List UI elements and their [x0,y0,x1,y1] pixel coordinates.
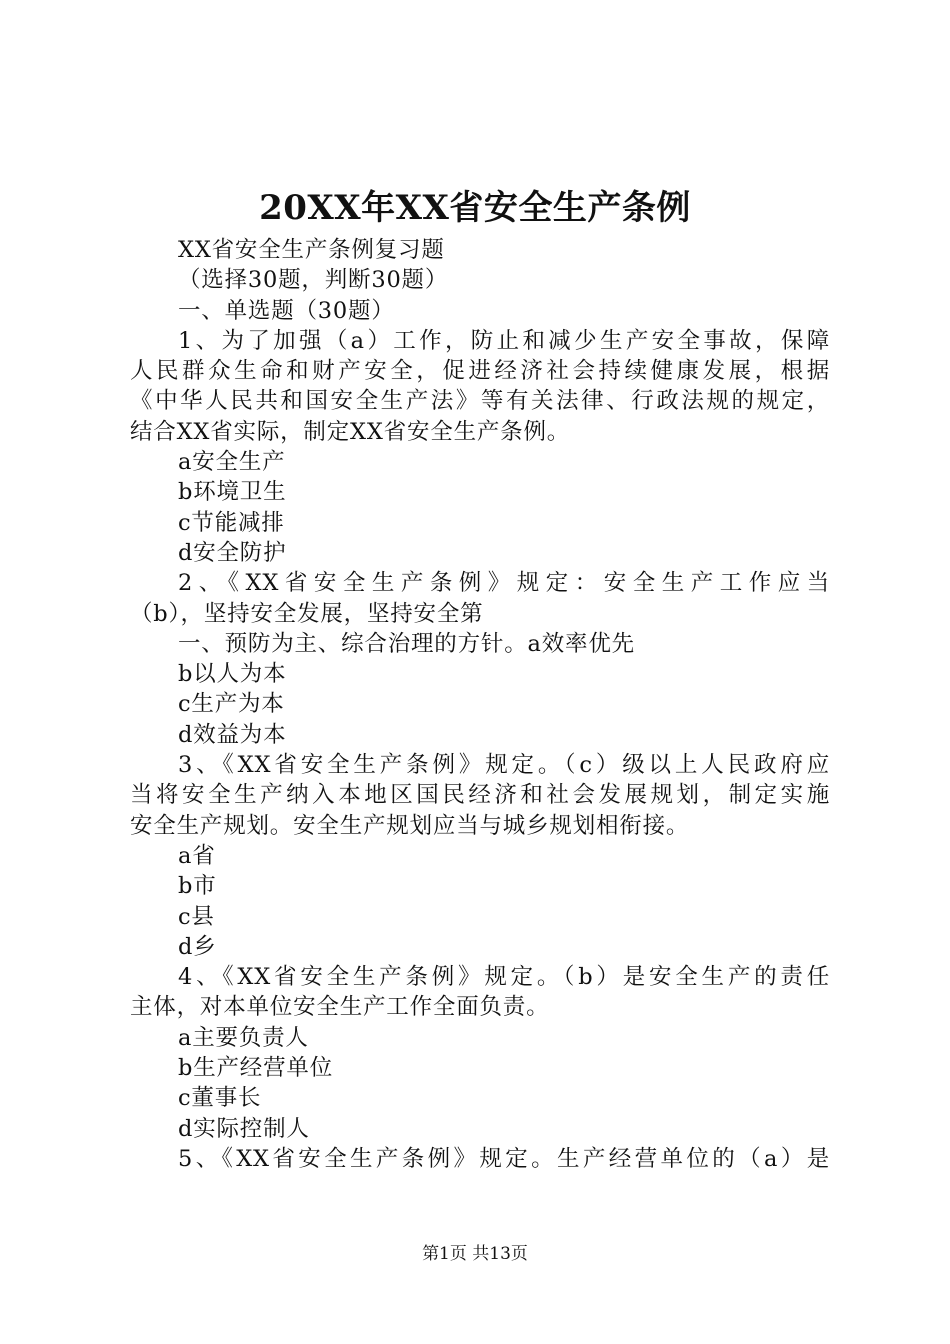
option-line: b以人为本 [178,661,287,688]
option-line: c董事长 [178,1085,262,1112]
option-line: d效益为本 [178,721,287,748]
document-body [130,235,830,1174]
option-line: a主要负责人 [178,1024,309,1051]
page-footer: 第1页 共13页 [422,1244,528,1264]
paragraph-line: 3、《XX省安全生产条例》规定。（c）级以上人民政府应 [178,752,830,779]
paragraph-line: 2、《XX省安全生产条例》规定：安全生产工作应当 [178,570,830,597]
option-line: d实际控制人 [178,1115,310,1142]
paragraph-line: （选择30题，判断30题） [178,267,449,294]
option-line: d乡 [178,933,217,960]
paragraph-line: 5、《XX省安全生产条例》规定。生产经营单位的（a）是 [178,1145,830,1172]
paragraph-line: 1、为了加强（a）工作，防止和减少生产安全事故，保障 [178,327,830,354]
option-line: b生产经营单位 [178,1055,334,1082]
paragraph-line: 结合XX省实际，制定XX省安全生产条例。 [130,418,571,445]
document-title: 20XX年XX省安全生产条例 [259,188,691,228]
option-line: c节能减排 [178,509,285,536]
option-line: c县 [178,903,215,930]
option-line: b市 [178,873,217,900]
paragraph-line: 安全生产规划。安全生产规划应当与城乡规划相衔接。 [130,812,690,839]
paragraph-line: 4、《XX省安全生产条例》规定。（b）是安全生产的责任 [178,964,830,991]
option-line: d安全防护 [178,539,287,566]
option-line: b环境卫生 [178,479,287,506]
paragraph-line: 当将安全生产纳入本地区国民经济和社会发展规划，制定实施 [130,782,830,809]
paragraph-line: 人民群众生命和财产安全，促进经济社会持续健康发展，根据 [130,358,830,385]
paragraph-line: XX省安全生产条例复习题 [178,237,445,263]
paragraph-line: 一、单选题（30题） [178,297,395,324]
option-line: c生产为本 [178,691,285,718]
paragraph-line: （b），坚持安全发展，坚持安全第 [130,600,484,627]
paragraph-line: 一、预防为主、综合治理的方针。a效率优先 [178,630,635,657]
option-line: a安全生产 [178,449,286,476]
paragraph-line: 主体，对本单位安全生产工作全面负责。 [130,994,550,1021]
paragraph-line: 《中华人民共和国安全生产法》等有关法律、行政法规的规定， [130,388,830,415]
option-line: a省 [178,842,216,869]
